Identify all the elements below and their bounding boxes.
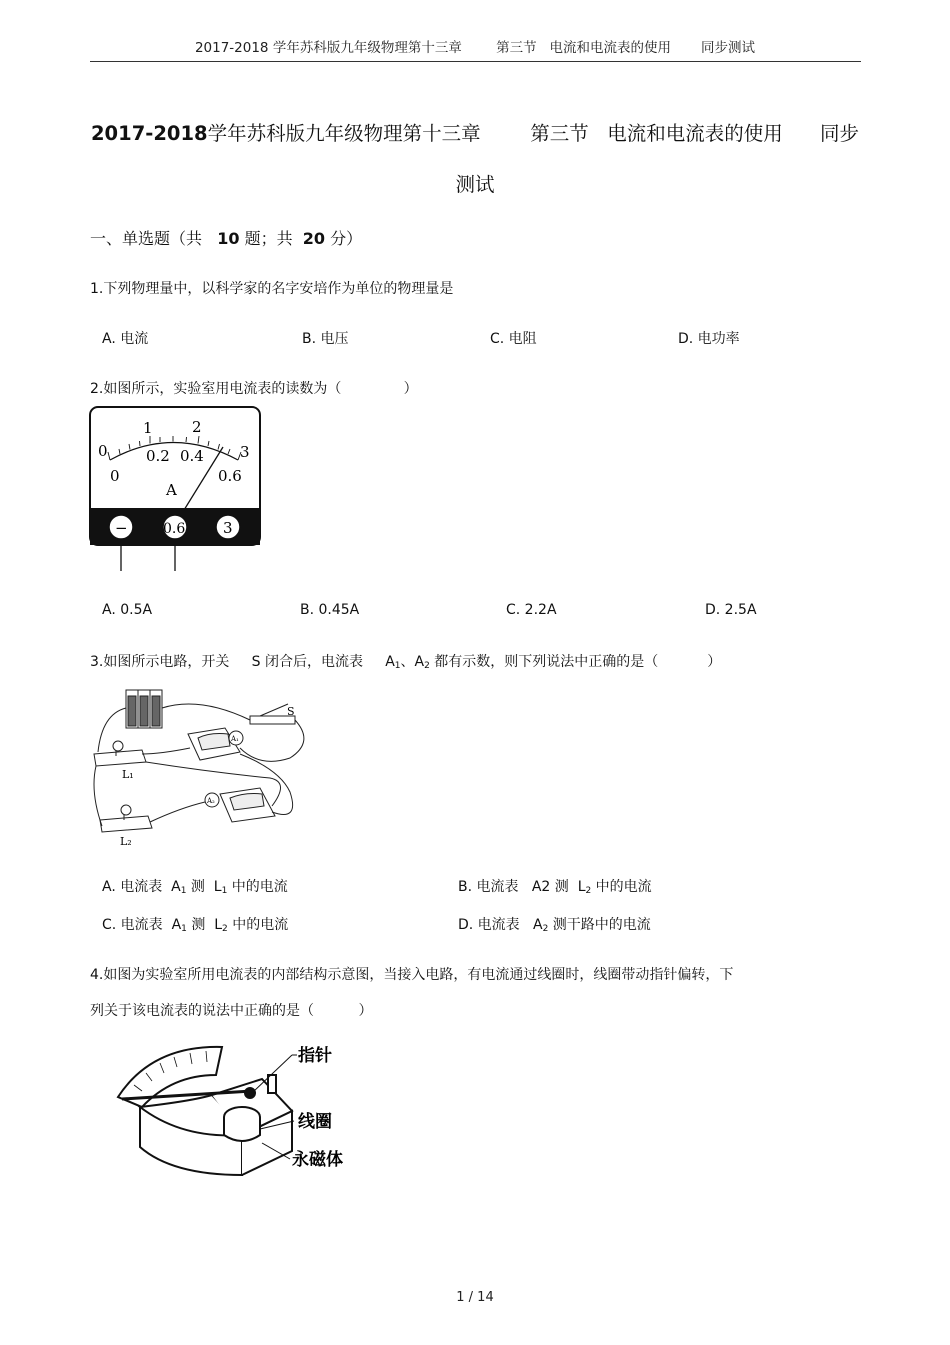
q3-option-d-text3: 测干路中的电流 [548,917,651,933]
running-header: 2017-2018 学年苏科版九年级物理第十三章 第三节 电流和电流表的使用 同步测试 [194,40,756,56]
q1-option-d[interactable]: D. 电功率 [678,331,740,347]
title-year: 2017-2018 [90,122,208,145]
document-title [90,118,860,146]
q3-option-d-text: D. 电流表 A [458,917,543,933]
section-score: 20 [302,229,326,248]
q3-option-c-text: C. 电流表 A [102,917,182,933]
section-prefix: 一、单选题（共 [90,229,218,248]
header-rule [90,61,861,62]
lamp-l2-label: L₂ [120,835,132,848]
question-4-line2: 列关于该电流表的说法中正确的是（ ） [90,1003,373,1019]
scale-top-2: 2 [192,418,202,436]
switch-label: S [287,705,295,718]
circuit-figure [90,682,315,852]
scale-bottom-0-2: 0.2 [146,447,170,465]
question-1: 1.下列物理量中，以科学家的名字安培作为单位的物理量是 [90,281,454,297]
document-title-line2: 测试 [455,173,495,196]
page-number: 1 / 14 [456,1290,494,1305]
meter-a1-label: A₁ [231,735,239,743]
ammeter-figure [88,405,263,575]
q3-sub2: 2 [424,661,430,671]
q3-option-a-sub2: 1 [221,886,228,896]
lamp-l1-label: L₁ [122,768,134,781]
q3-option-c-text3: 中的电流 [227,917,289,933]
q1-option-a[interactable]: A. 电流 [102,331,149,347]
q3-option-b-text3: 中的电流 [591,879,652,895]
meter-unit: A [166,481,177,499]
scale-bottom-0-6: 0.6 [218,467,242,485]
section-mid: 题；共 [239,229,303,248]
q3-option-d[interactable] [458,914,651,934]
q3-option-a-sub1: 1 [180,886,187,896]
terminal-3-label: 3 [223,519,233,537]
q2-option-c[interactable]: C. 2.2A [506,602,557,618]
q3-option-d-sub2: 2 [542,924,549,934]
q3-option-a-text3: 中的电流 [227,879,288,895]
q3-option-b-sub2: 2 [585,886,592,896]
q3-option-c-sub1: 1 [181,924,187,934]
label-magnet: 永磁体 [292,1150,343,1170]
scale-top-3: 3 [240,443,250,461]
q2-option-b[interactable]: B. 0.45A [300,602,360,618]
terminal-negative-label: − [115,519,128,537]
q3-option-a-text2: 测 L [186,879,222,895]
q3-option-c-text2: 测 L [186,917,223,933]
meter-a2-label: A₂ [207,797,215,805]
q3-option-c-sub2: 2 [222,924,228,934]
q3-text-b: 、A [400,654,425,670]
title-text: 学年苏科版九年级物理第十三章 第三节 电流和电流表的使用 同步 [207,122,859,145]
q2-option-d[interactable]: D. 2.5A [705,602,757,618]
q3-sub1: 1 [394,661,401,671]
q3-option-b-text: B. 电流表 A2 测 L [458,879,586,895]
scale-top-1: 1 [143,419,153,437]
q3-option-c[interactable] [102,914,288,934]
scale-top-0: 0 [98,442,108,460]
q1-option-c[interactable]: C. 电阻 [490,331,537,347]
scale-bottom-0: 0 [110,467,120,485]
section-count: 10 [217,229,240,248]
label-pointer: 指针 [298,1046,332,1066]
scale-bottom-0-4: 0.4 [180,447,204,465]
q2-option-a[interactable]: A. 0.5A [102,602,153,618]
q1-option-b[interactable]: B. 电压 [302,331,349,347]
q3-option-a[interactable] [102,876,288,896]
question-3 [90,651,721,671]
ammeter-internal-figure [112,1035,362,1185]
section-suffix: 分） [325,229,363,248]
q3-text-a: 3.如图所示电路，开关 S 闭合后，电流表 A [90,654,395,670]
question-4-line1: 4.如图为实验室所用电流表的内部结构示意图，当接入电路，有电流通过线圈时，线圈带动指针偏转，下 [90,967,734,983]
q3-text-c: 都有示数，则下列说法中正确的是（ ） [429,654,722,670]
question-2: 2.如图所示，实验室用电流表的读数为（ ） [90,381,418,397]
q3-option-b[interactable] [458,876,652,896]
q3-option-a-text: A. 电流表 A [102,879,181,895]
section-heading [90,226,362,249]
label-coil: 线圈 [298,1112,332,1132]
terminal-0-6-label: 0.6 [163,521,186,537]
